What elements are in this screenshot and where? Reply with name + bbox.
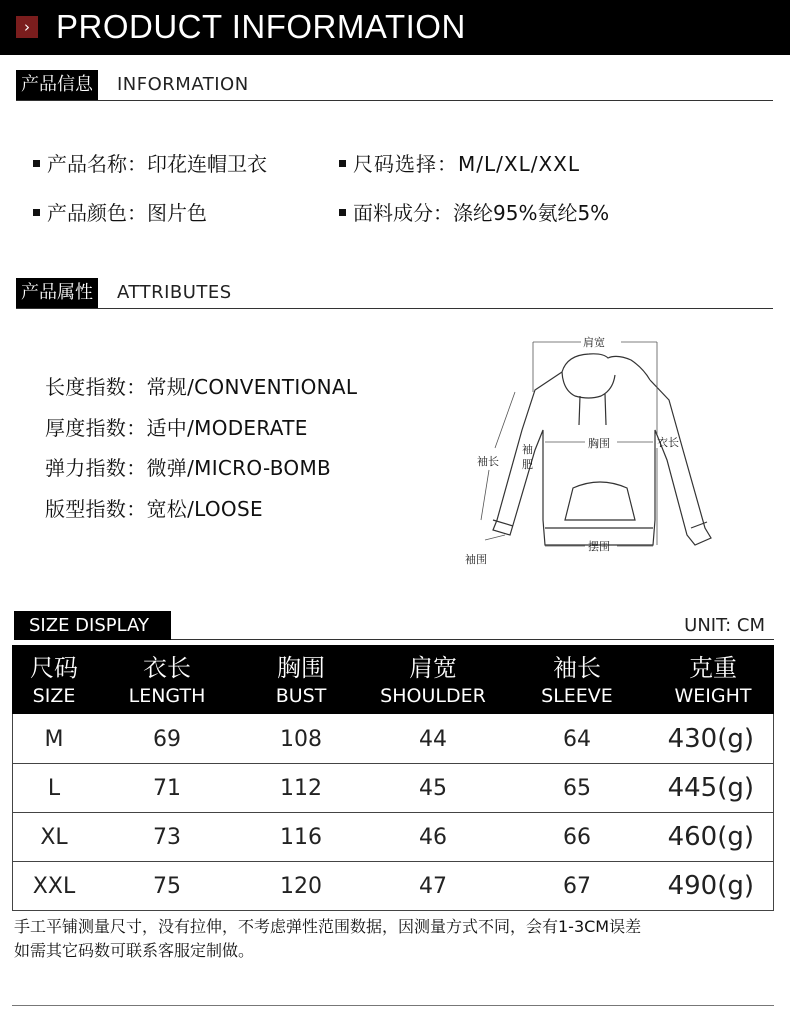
hem-label: 摆围: [588, 540, 610, 553]
sleeve-length-measure: [477, 392, 515, 520]
length-label: 衣长: [657, 436, 679, 449]
length-measure: [657, 392, 679, 545]
attr-thickness: 厚度指数：适中/MODERATE: [45, 416, 308, 440]
product-name: 产品名称：印花连帽卫衣: [33, 151, 267, 177]
table-border-right: [773, 714, 774, 911]
fabric-composition: 面料成分：涤纶95%氨纶5%: [339, 200, 609, 226]
chest-label: 胸围: [588, 437, 610, 450]
sleeve-length-label: 袖长: [477, 455, 499, 468]
measurement-note: 手工平铺测量尺寸，没有拉伸，不考虑弹性范围数据，因测量方式不同，会有1-3CM误差: [14, 917, 642, 936]
cell-bust: 116: [280, 825, 322, 850]
page-banner: [0, 0, 790, 55]
shoulder-label: 肩宽: [583, 336, 605, 349]
table-row: [12, 813, 774, 862]
header-size: 尺码 SIZE: [30, 654, 78, 707]
chest-measure: [545, 436, 653, 450]
cell-weight: 460(g): [667, 822, 754, 852]
attr-fit: 版型指数：宽松/LOOSE: [45, 497, 263, 521]
cuff-label: 袖围: [465, 553, 487, 566]
cell-shoulder: 46: [419, 825, 447, 850]
attr-elasticity: 弹力指数：微弹/MICRO-BOMB: [45, 456, 332, 480]
information-title: INFORMATION: [117, 74, 249, 95]
cell-sleeve: 65: [563, 776, 591, 801]
cell-sleeve: 64: [563, 727, 591, 752]
cell-bust: 120: [280, 874, 322, 899]
cell-size: L: [47, 776, 61, 801]
cell-size: XL: [40, 825, 68, 850]
sleeve-width-label-1: 袖: [522, 443, 533, 456]
information-tag: 产品信息: [16, 70, 98, 100]
header-sleeve: 袖长 SLEEVE: [541, 654, 613, 707]
table-row: [12, 764, 774, 813]
row-divider: [12, 812, 774, 813]
sleeve-width-measure: [522, 442, 533, 471]
attributes-section-header: [16, 278, 773, 309]
page-title: PRODUCT INFORMATION: [56, 8, 466, 45]
product-color: 产品颜色：图片色: [33, 200, 207, 226]
table-row: [12, 715, 774, 764]
cell-weight: 490(g): [667, 871, 754, 901]
size-options: 尺码选择：M/L/XL/XXL: [339, 151, 580, 177]
cell-shoulder: 44: [419, 727, 447, 752]
chevron-right-icon: ›: [16, 16, 38, 38]
custom-size-note: 如需其它码数可联系客服定制做。: [14, 941, 255, 960]
table-row: [12, 862, 774, 911]
cell-size: XXL: [32, 874, 76, 899]
cell-sleeve: 66: [563, 825, 591, 850]
bullet-square-icon: [339, 209, 346, 216]
header-shoulder: 肩宽 SHOULDER: [380, 654, 486, 707]
cell-weight: 445(g): [667, 773, 754, 803]
cell-shoulder: 47: [419, 874, 447, 899]
size-table-header: [12, 645, 774, 714]
bullet-square-icon: [339, 160, 346, 167]
row-divider: [12, 861, 774, 862]
cell-length: 69: [153, 727, 181, 752]
header-bust: 胸围 BUST: [275, 654, 327, 707]
cell-shoulder: 45: [419, 776, 447, 801]
divider: [171, 639, 774, 640]
information-section-header: [16, 70, 773, 101]
cell-size: M: [44, 727, 64, 752]
shoulder-measure: [533, 335, 657, 392]
cell-bust: 108: [280, 727, 322, 752]
bullet-square-icon: [33, 160, 40, 167]
attr-length: 长度指数：常规/CONVENTIONAL: [45, 375, 358, 399]
cuff-measure: [465, 535, 505, 566]
divider: [12, 1005, 774, 1006]
attributes-title: ATTRIBUTES: [117, 282, 232, 303]
hoodie-measurement-diagram: [455, 330, 725, 575]
cell-bust: 112: [280, 776, 322, 801]
cell-sleeve: 67: [563, 874, 591, 899]
cell-weight: 430(g): [667, 724, 754, 754]
hem-measure: [545, 539, 653, 553]
table-border-left: [12, 714, 13, 911]
bullet-square-icon: [33, 209, 40, 216]
unit-label: UNIT: CM: [684, 615, 765, 636]
cell-length: 71: [153, 776, 181, 801]
row-divider: [12, 763, 774, 764]
size-display-tag: SIZE DISPLAY: [14, 611, 171, 640]
cell-length: 75: [153, 874, 181, 899]
header-weight: 克重 WEIGHT: [674, 654, 752, 707]
sleeve-width-label-2: 肥: [522, 458, 533, 471]
cell-length: 73: [153, 825, 181, 850]
row-divider: [12, 910, 774, 911]
attributes-tag: 产品属性: [16, 278, 98, 308]
header-length: 衣长 LENGTH: [128, 654, 206, 707]
